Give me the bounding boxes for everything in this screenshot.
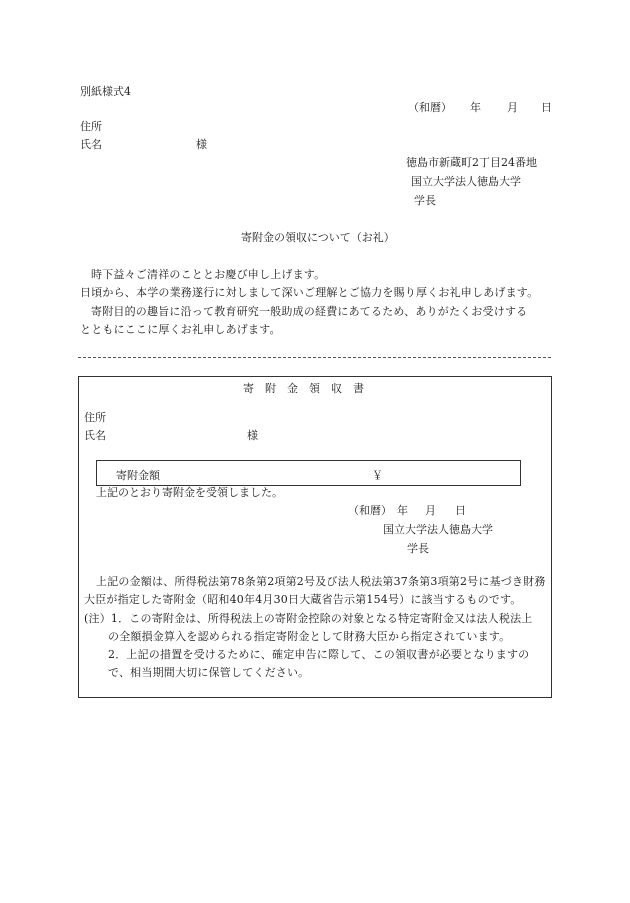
note-1-line-2: の全額損金算入を認められる指定寄附金として財務大臣から指定されています。 <box>108 630 511 643</box>
tax-line-1: 上記の金額は、所得税法第78条第2項第2号及び法人税法第37条第3項第2号に基づき財務 <box>96 575 546 588</box>
header-day: 日 <box>541 101 552 114</box>
receipt-year: 年 <box>397 504 408 517</box>
receipt-title: 寄 附 金 領 収 書 <box>243 382 364 395</box>
header-year: 年 <box>470 101 481 114</box>
receipt-month: 月 <box>425 504 436 517</box>
sender-org: 国立大学法人徳島大学 <box>411 175 521 188</box>
receipt-era: （和暦） <box>348 504 392 517</box>
recipient-name-label: 氏名 <box>80 138 102 151</box>
letter-line-3: 寄附目的の趣旨に沿って教育研究一般助成の経費にあてるため、ありがたくお受けする <box>91 305 528 318</box>
amount-label: 寄附金額 <box>116 469 160 482</box>
header-era: （和暦） <box>408 101 452 114</box>
sender-title: 学長 <box>414 194 436 207</box>
receipt-honorific: 様 <box>247 429 258 442</box>
receipt-day: 日 <box>455 504 466 517</box>
received-text: 上記のとおり寄附金を受領しました。 <box>96 486 283 499</box>
receipt-signer: 学長 <box>407 542 429 555</box>
cut-line <box>78 357 551 358</box>
receipt-name-label: 氏名 <box>84 429 106 442</box>
recipient-honorific: 様 <box>196 138 207 151</box>
letter-line-4: とともにここに厚くお礼申しあげます。 <box>80 323 281 336</box>
letter-line-2: 日頃から、本学の業務遂行に対しまして深いご理解とご協力を賜り厚くお礼申しあげます。 <box>80 286 539 299</box>
form-number: 別紙様式4 <box>80 85 131 98</box>
letter-title: 寄附金の領収について（お礼） <box>241 231 395 244</box>
tax-line-2: 大臣が指定した寄附金（昭和40年4月30日大蔵省告示第154号）に該当するものです。 <box>84 593 522 606</box>
receipt-address-label: 住所 <box>84 411 106 424</box>
letter-line-1: 時下益々ご清祥のこととお慶び申し上げます。 <box>91 268 326 281</box>
header-month: 月 <box>507 101 518 114</box>
sender-address: 徳島市新蔵町2丁目24番地 <box>406 156 537 169</box>
receipt-org: 国立大学法人徳島大学 <box>383 523 493 536</box>
recipient-address-label: 住所 <box>80 120 102 133</box>
note-1-line-1: (注）1．この寄附金は、所得税法上の寄附金控除の対象となる特定寄附金又は法人税法上 <box>84 612 533 625</box>
note-2-line-2: で、相当期間大切に保管してください。 <box>108 666 310 679</box>
yen-symbol: ￥ <box>372 469 383 482</box>
note-2-line-1: 2．上記の措置を受けるために、確定申告に際して、この領収書が必要となりますの <box>108 648 530 661</box>
